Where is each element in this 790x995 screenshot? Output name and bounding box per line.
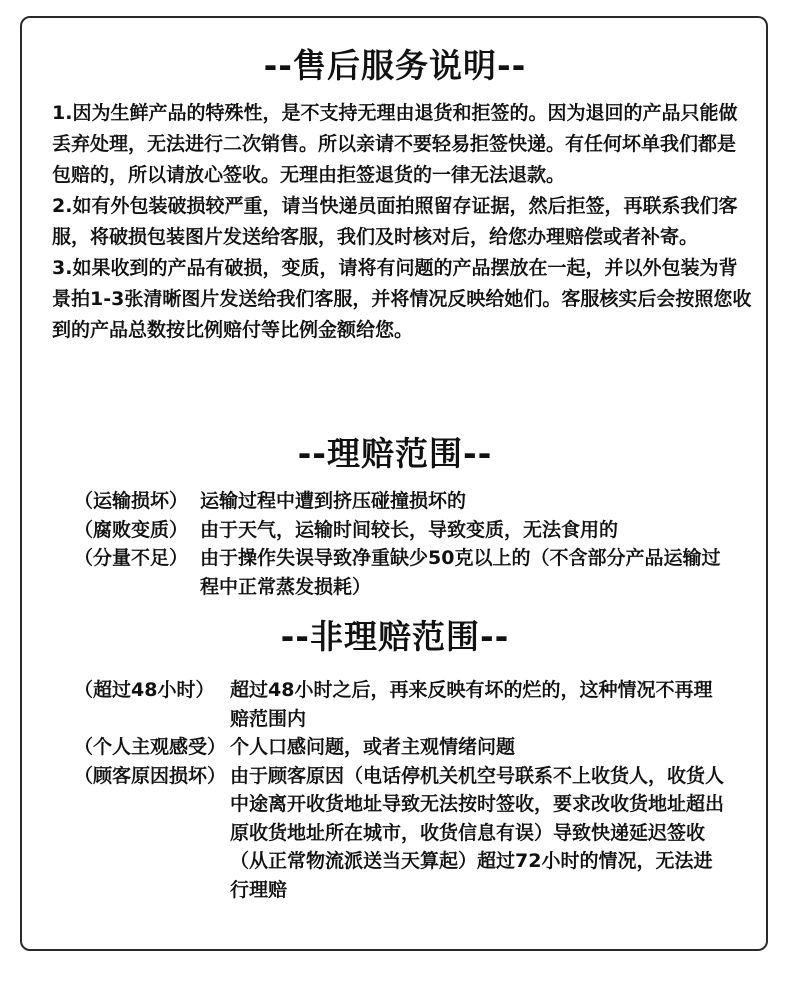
covered-row (74, 544, 724, 601)
not-covered-tag: （顾客原因损坏） (74, 764, 227, 787)
covered-tag: （腐败变质） (74, 518, 189, 541)
not-covered-tag: （超过48小时） (74, 679, 215, 701)
policy-item-1: 1.因为生鲜产品的特殊性，是不支持无理由退货和拒签的。因为退回的产品只能做丢弃处理，无法进行二次销售。所以亲请不要轻易拒签快递。有任何坏单我们都是包赔的，所以请放心签收。无理由拒签退货的一律无法退款。 (52, 102, 738, 186)
covered-title: --理赔范围-- (297, 434, 493, 473)
not-covered-row (74, 733, 724, 762)
not-covered-desc: 个人口感问题，或者主观情绪问题 (230, 736, 516, 758)
not-covered-desc: 超过48小时之后，再来反映有坏的烂的，这种情况不再理赔范围内 (230, 679, 713, 730)
not-covered-tag: （个人主观感受） (74, 736, 227, 758)
covered-row (74, 516, 724, 545)
not-covered-row (74, 762, 724, 905)
not-covered-title: --非理赔范围-- (280, 617, 510, 656)
covered-row (74, 487, 724, 516)
covered-desc: 由于天气，运输时间较长，导致变质，无法食用的 (200, 518, 619, 541)
not-covered-desc: 由于顾客原因（电话停机关机空号联系不上收货人，收货人中途离开收货地址导致无法按时签收，要求改收货地址超出原收货地址所在城市，收货信息有误）导致快递延迟签收（从正常物流派送当天算起）超过72小时的情况，无法进行理赔 (230, 764, 725, 901)
covered-list (74, 487, 724, 601)
covered-desc: 由于操作失误导致净重缺少50克以上的（不含部分产品运输过程中正常蒸发损耗） (200, 547, 721, 598)
covered-tag: （运输损坏） (74, 490, 189, 512)
not-covered-list (74, 676, 724, 904)
covered-desc: 运输过程中遭到挤压碰撞损坏的 (200, 490, 467, 512)
covered-tag: （分量不足） (74, 547, 189, 569)
after-sales-policy (52, 98, 752, 346)
after-sales-title: --售后服务说明-- (263, 46, 527, 85)
policy-item-3: 3.如果收到的产品有破损，变质，请将有问题的产品摆放在一起，并以外包装为背景拍1-3张清晰图片发送给我们客服，并将情况反映给她们。客服核实后会按照您收到的产品总数按比例赔付等比例金额给您。 (52, 257, 752, 341)
not-covered-row (74, 676, 724, 733)
policy-item-2: 2.如有外包装破损较严重，请当快递员面拍照留存证据，然后拒签，再联系我们客服，将破损包装图片发送给客服，我们及时核对后，给您办理赔偿或者补寄。 (52, 195, 738, 248)
